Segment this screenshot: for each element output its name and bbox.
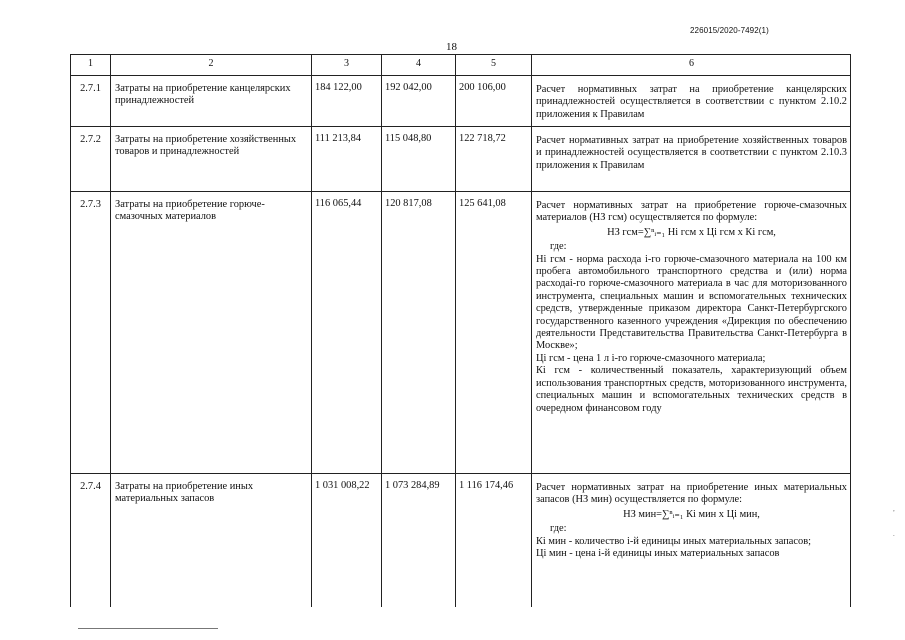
column-header: 1 — [71, 55, 111, 76]
definition: Цi гсм - цена 1 л i-го горюче-смазочного материала; — [536, 352, 766, 364]
value-col3: 111 213,84 — [312, 127, 382, 192]
value-col4: 1 073 284,89 — [382, 474, 456, 608]
table-row — [71, 192, 852, 474]
value-col5: 122 718,72 — [456, 127, 532, 192]
value-col5: 200 106,00 — [456, 76, 532, 127]
value-col4: 120 817,08 — [382, 192, 456, 474]
cost-table-frame — [70, 54, 851, 607]
column-header: 2 — [111, 55, 312, 76]
page-number: 18 — [446, 41, 457, 53]
row-description — [532, 127, 852, 192]
row-code: 2.7.3 — [71, 192, 111, 474]
row-name: Затраты на приобретение иных материальных запасов — [111, 474, 312, 608]
row-name: Затраты на приобретение хозяйственных товаров и принадлежностей — [111, 127, 312, 192]
row-name: Затраты на приобретение канцелярских принадлежностей — [111, 76, 312, 127]
formula: НЗ гсм=∑ⁿᵢ₌₁ Нi гсм х Цi гсм х Кi гсм, — [607, 226, 776, 238]
cost-table — [70, 54, 851, 607]
row-code: 2.7.4 — [71, 474, 111, 608]
description-intro: Расчет нормативных затрат на приобретение иных материальных запасов (НЗ мин) осуществляется по формуле: — [536, 482, 847, 506]
value-col3: 184 122,00 — [312, 76, 382, 127]
row-name: Затраты на приобретение горюче-смазочных материалов — [111, 192, 312, 474]
column-header: 6 — [532, 55, 852, 76]
row-description — [532, 474, 852, 608]
scan-edge-mark: . — [893, 530, 895, 538]
column-header: 5 — [456, 55, 532, 76]
value-col3: 116 065,44 — [312, 192, 382, 474]
value-col3: 1 031 008,22 — [312, 474, 382, 608]
document-id: 226015/2020-7492(1) — [690, 26, 769, 35]
value-col5: 125 641,08 — [456, 192, 532, 474]
value-col4: 192 042,00 — [382, 76, 456, 127]
value-col4: 115 048,80 — [382, 127, 456, 192]
row-description — [532, 76, 852, 127]
description-text: Расчет нормативных затрат на приобретение хозяйственных товаров и принадлежностей осуществляется в соответствии с пунктом 2.10.3 приложения к Правилам — [536, 135, 847, 171]
where-label: где: — [550, 241, 567, 253]
description-intro: Расчет нормативных затрат на приобретение горюче-смазочных материалов (НЗ гсм) осуществляется по формуле: — [536, 200, 847, 224]
column-header: 4 — [382, 55, 456, 76]
description-text: Расчет нормативных затрат на приобретение канцелярских принадлежностей осуществляется в соответствии с пунктом 2.10.2 приложения к Правилам — [536, 84, 847, 120]
footer-rule — [78, 628, 218, 629]
definition: Кi гсм - количественный показатель, характеризующий объем использования транспортных средств, моторизованного инструмента, специальных машин и вспомогательных технических средств в очередном финансовом году — [536, 365, 847, 414]
where-label: где: — [550, 523, 567, 535]
definition: Цi мин - цена i-й единицы иных материальных запасов — [536, 548, 780, 560]
row-code: 2.7.1 — [71, 76, 111, 127]
row-description — [532, 192, 852, 474]
table-row — [71, 76, 852, 127]
scan-edge-mark: , — [893, 505, 895, 513]
definition: Кi мин - количество i-й единицы иных материальных запасов; — [536, 535, 812, 547]
formula: НЗ мин=∑ⁿᵢ₌₁ Кi мин х Цi мин, — [623, 508, 760, 520]
definition: Нi гсм - норма расхода i-го горюче-смазочного материала на 100 км пробега автомобильного транспортного средства и (или) норма расходаi-го горюче-смазочного материала в час для моторизованного инструмента, специальных машин и вспомогательных технических средств, утвержденные приказом директора Санкт-Петербургского государственного казенного учреждения «Дирекция по обеспечению деятельности Представительства Правительства Санкт-Петербурга в Москве»; — [536, 253, 847, 352]
row-code: 2.7.2 — [71, 127, 111, 192]
table-row — [71, 474, 852, 608]
table-header-row — [71, 55, 852, 76]
table-row — [71, 127, 852, 192]
column-header: 3 — [312, 55, 382, 76]
value-col5: 1 116 174,46 — [456, 474, 532, 608]
